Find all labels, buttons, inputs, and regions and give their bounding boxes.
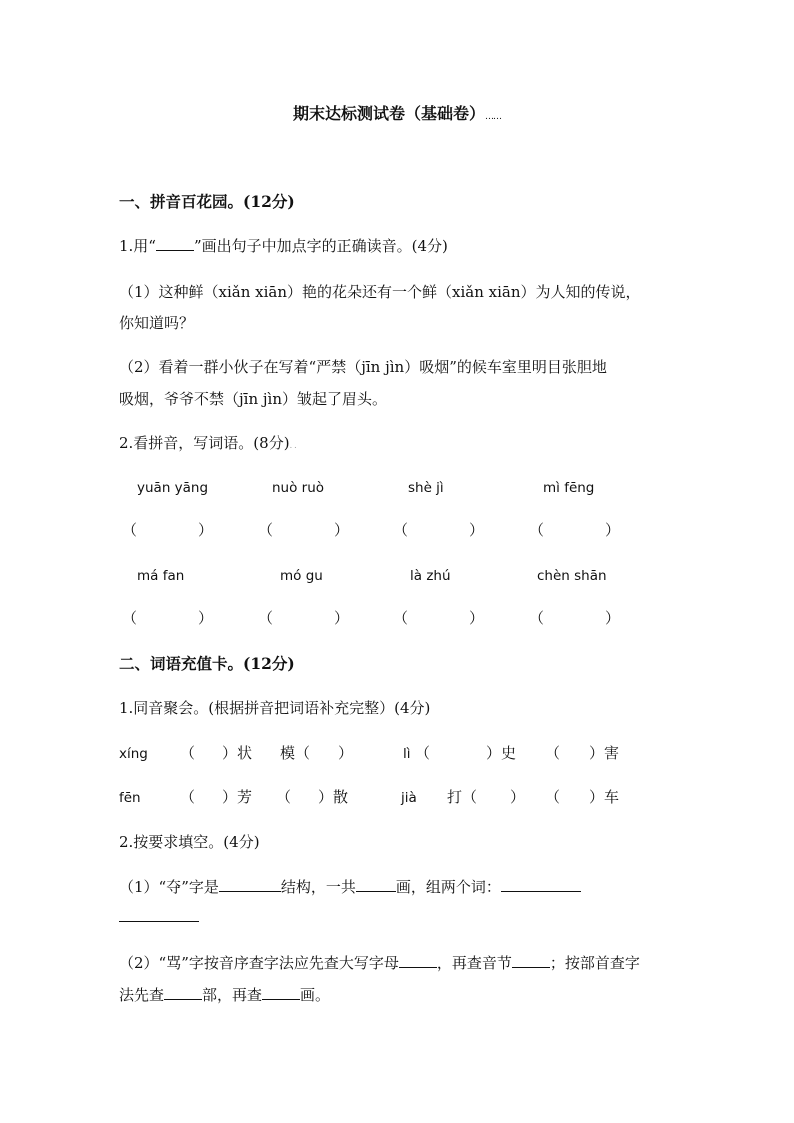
answer-box-1-close: ） bbox=[198, 521, 214, 539]
blank-fen-1-open[interactable]: （ bbox=[180, 788, 196, 806]
blank-li-1-close: ）史 bbox=[486, 744, 517, 762]
blank-jia-1-close: ） bbox=[510, 788, 526, 806]
s2-q2-item2-a: （2）“骂”字按音序查字法应先查大写字母 bbox=[119, 954, 399, 972]
s2-q2-item1-c: 画，组两个词： bbox=[395, 878, 501, 896]
answer-box-3-open[interactable]: （ bbox=[393, 521, 409, 539]
answer-box-8-close: ） bbox=[605, 609, 621, 627]
answer-box-7-open[interactable]: （ bbox=[393, 609, 409, 627]
answer-box-3-close: ） bbox=[469, 521, 485, 539]
blank-capital-letter[interactable] bbox=[399, 953, 437, 968]
answer-box-5-close: ） bbox=[198, 609, 214, 627]
s2-q2-item2-c: ；按部首查字 bbox=[549, 954, 640, 972]
s2-q2-item1 bbox=[119, 877, 581, 897]
answer-box-4-open[interactable]: （ bbox=[529, 521, 545, 539]
blank-stroke-count[interactable] bbox=[356, 877, 396, 892]
s1-q1-item2-line1: （2）看着一群小伙子在写着“严禁（jīn jìn）吸烟”的候车室里明目张胆地 bbox=[119, 358, 607, 376]
blank-word-2[interactable] bbox=[119, 907, 199, 922]
pinyin-8: chèn shān bbox=[537, 568, 607, 584]
homophone-pinyin-li: lì bbox=[403, 746, 411, 762]
blank-remaining-strokes[interactable] bbox=[262, 985, 300, 1000]
title-text: 期末达标测试卷（基础卷） bbox=[292, 104, 485, 123]
answer-box-1-open[interactable]: （ bbox=[122, 521, 138, 539]
blank-xing-1-close: ）状 bbox=[222, 744, 253, 762]
s1-q1-item1-line2: 你知道吗？ bbox=[119, 314, 195, 332]
s1-q1-prefix: 1.用“ bbox=[119, 237, 156, 255]
answer-box-4-close: ） bbox=[605, 521, 621, 539]
s2-q2-item1-a: （1）“夺”字是 bbox=[119, 878, 219, 896]
answer-box-6-close: ） bbox=[334, 609, 350, 627]
blank-jia-2-open[interactable]: （ bbox=[545, 788, 561, 806]
blank-li-2-close: ）害 bbox=[589, 744, 620, 762]
underline-sample bbox=[156, 236, 194, 251]
s2-q2-item2-e: 部，再查 bbox=[202, 986, 263, 1004]
blank-fen-1-close: ）芳 bbox=[222, 788, 253, 806]
blank-li-2-open[interactable]: （ bbox=[545, 744, 561, 762]
blank-xing-2-open[interactable]: 模（ bbox=[280, 744, 311, 762]
blank-xing-2-close: ） bbox=[338, 744, 354, 762]
pinyin-1: yuān yāng bbox=[137, 480, 209, 496]
blank-syllable[interactable] bbox=[512, 953, 550, 968]
s2-q2-item1-line2 bbox=[119, 907, 199, 927]
blank-li-1-open[interactable]: （ bbox=[415, 744, 431, 762]
blank-xing-1-open[interactable]: （ bbox=[180, 744, 196, 762]
answer-box-2-open[interactable]: （ bbox=[258, 521, 274, 539]
answer-box-8-open[interactable]: （ bbox=[529, 609, 545, 627]
pinyin-4: mì fēng bbox=[543, 480, 595, 496]
s1-q1-suffix: ”画出句子中加点字的正确读音。(4分) bbox=[193, 237, 448, 255]
pinyin-2: nuò ruò bbox=[272, 480, 325, 496]
s2-q2-item2-line2 bbox=[119, 985, 330, 1005]
page-title bbox=[0, 103, 794, 128]
s2-q2-item2-line1 bbox=[119, 953, 640, 973]
s1-q1-label bbox=[119, 236, 448, 256]
title-dots: …… bbox=[485, 112, 501, 122]
s2-q2-item2-f: 画。 bbox=[300, 986, 331, 1004]
homophone-pinyin-jia: jià bbox=[401, 790, 417, 806]
answer-box-6-open[interactable]: （ bbox=[258, 609, 274, 627]
answer-box-2-close: ） bbox=[334, 521, 350, 539]
s1-q2-label-text: 2.看拼音，写词语。(8分) bbox=[119, 434, 290, 452]
s1-q2-faint: .. bbox=[289, 441, 299, 450]
answer-box-5-open[interactable]: （ bbox=[122, 609, 138, 627]
section-2-heading: 二、词语充值卡。(12分) bbox=[119, 654, 295, 673]
s1-q1-item2-line2: 吸烟，爷爷不禁（jīn jìn）皱起了眉头。 bbox=[119, 390, 387, 408]
blank-jia-2-close: ）车 bbox=[589, 788, 620, 806]
pinyin-7: là zhú bbox=[410, 568, 451, 584]
s2-q1-label: 1.同音聚会。(根据拼音把词语补充完整）(4分) bbox=[119, 699, 431, 717]
s2-q2-item1-b: 结构，一共 bbox=[280, 878, 356, 896]
section-1-heading: 一、拼音百花园。(12分) bbox=[119, 192, 295, 211]
blank-jia-1-open[interactable]: 打（ bbox=[447, 788, 478, 806]
s1-q2-label bbox=[119, 433, 299, 456]
blank-radical[interactable] bbox=[164, 985, 202, 1000]
pinyin-5: má fan bbox=[137, 568, 185, 584]
homophone-pinyin-fen: fēn bbox=[119, 790, 141, 806]
pinyin-6: mó gu bbox=[280, 568, 323, 584]
s2-q2-label: 2.按要求填空。(4分) bbox=[119, 833, 260, 851]
blank-word-1[interactable] bbox=[501, 877, 581, 892]
pinyin-3: shè jì bbox=[408, 480, 444, 496]
answer-box-7-close: ） bbox=[469, 609, 485, 627]
s2-q2-item2-d: 法先查 bbox=[119, 986, 165, 1004]
s1-q1-item1-line1: （1）这种鲜（xiǎn xiān）艳的花朵还有一个鲜（xiǎn xiān）为人知的传说， bbox=[119, 283, 641, 301]
blank-fen-2-open[interactable]: （ bbox=[276, 788, 292, 806]
s2-q2-item2-b: ，再查音节 bbox=[436, 954, 512, 972]
blank-fen-2-close: ）散 bbox=[318, 788, 349, 806]
homophone-pinyin-xing: xíng bbox=[119, 746, 148, 762]
blank-structure[interactable] bbox=[219, 877, 281, 892]
